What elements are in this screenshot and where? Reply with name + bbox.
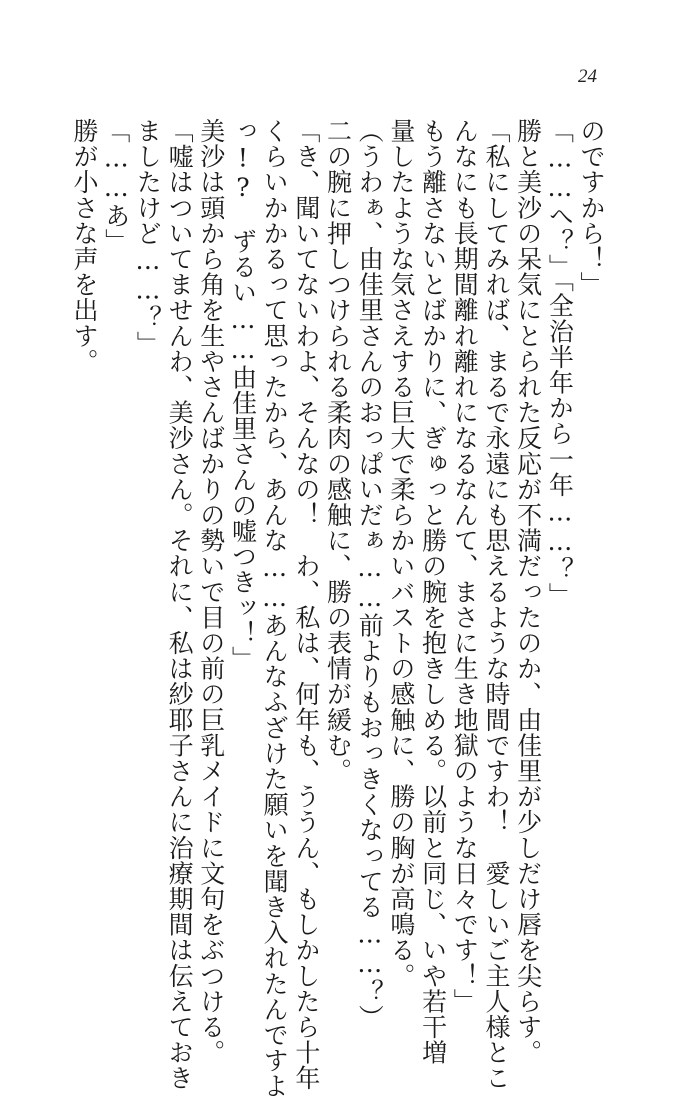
text-line: 「私にしてみれば、まるで永遠にも思えるような時間ですわ！ 愛しいご主人様とこ	[481, 118, 511, 1091]
text-line: んなにも長期間離れ離れになるなんて、まさに生き地獄のような日々です！」	[450, 118, 480, 1014]
vertical-text-body	[70, 118, 606, 1099]
text-line: のですから！」	[577, 118, 606, 298]
text-line: 「嘘はついてませんわ、美沙さん。それに、私は紗耶子さんに治療期間は伝えておき	[165, 118, 195, 1091]
text-line: 「……あ」	[101, 118, 131, 254]
text-line: 「き、聞いてないわよ、そんなの！ わ、私は、何年も、ううん、もしかしたら十年	[291, 118, 321, 1091]
text-line: もう離さないとばかりに、ぎゅっと勝の腕を抱きしめる。以前と同じ、いや若干増	[418, 118, 448, 1066]
text-line: 美沙は頭から角を生やさんばかりの勢いで目の前の巨乳メイドに文句をぶつける。	[196, 118, 226, 1066]
text-line: 量したような気さえする巨大で柔らかいバストの感触に、勝の胸が高鳴る。	[386, 118, 416, 989]
text-line: 勝と美沙の呆気にとられた反応が不満だったのか、由佳里が少しだけ唇を尖らす。	[513, 118, 543, 1066]
text-line: （うわぁ、由佳里さんのおっぱいだぁ……前よりもおっきくなってる……？）	[355, 118, 385, 1030]
text-line: ましたけど……？」	[133, 118, 163, 357]
page-number: 24	[578, 66, 597, 87]
text-line: 二の腕に押しつけられる柔肉の感触に、勝の表情が緩む。	[323, 118, 353, 784]
text-line: 「……へ？」「全治半年から一年……？」	[545, 118, 575, 608]
text-line: 勝が小さな声を出す。	[70, 118, 99, 374]
text-line: っ!? ずるい……由佳里さんの嘘つきッ！」	[228, 118, 258, 672]
text-line: くらいかかるって思ったから、あんな……あんなふざけた願いを聞き入れたんですよ	[260, 118, 290, 1099]
